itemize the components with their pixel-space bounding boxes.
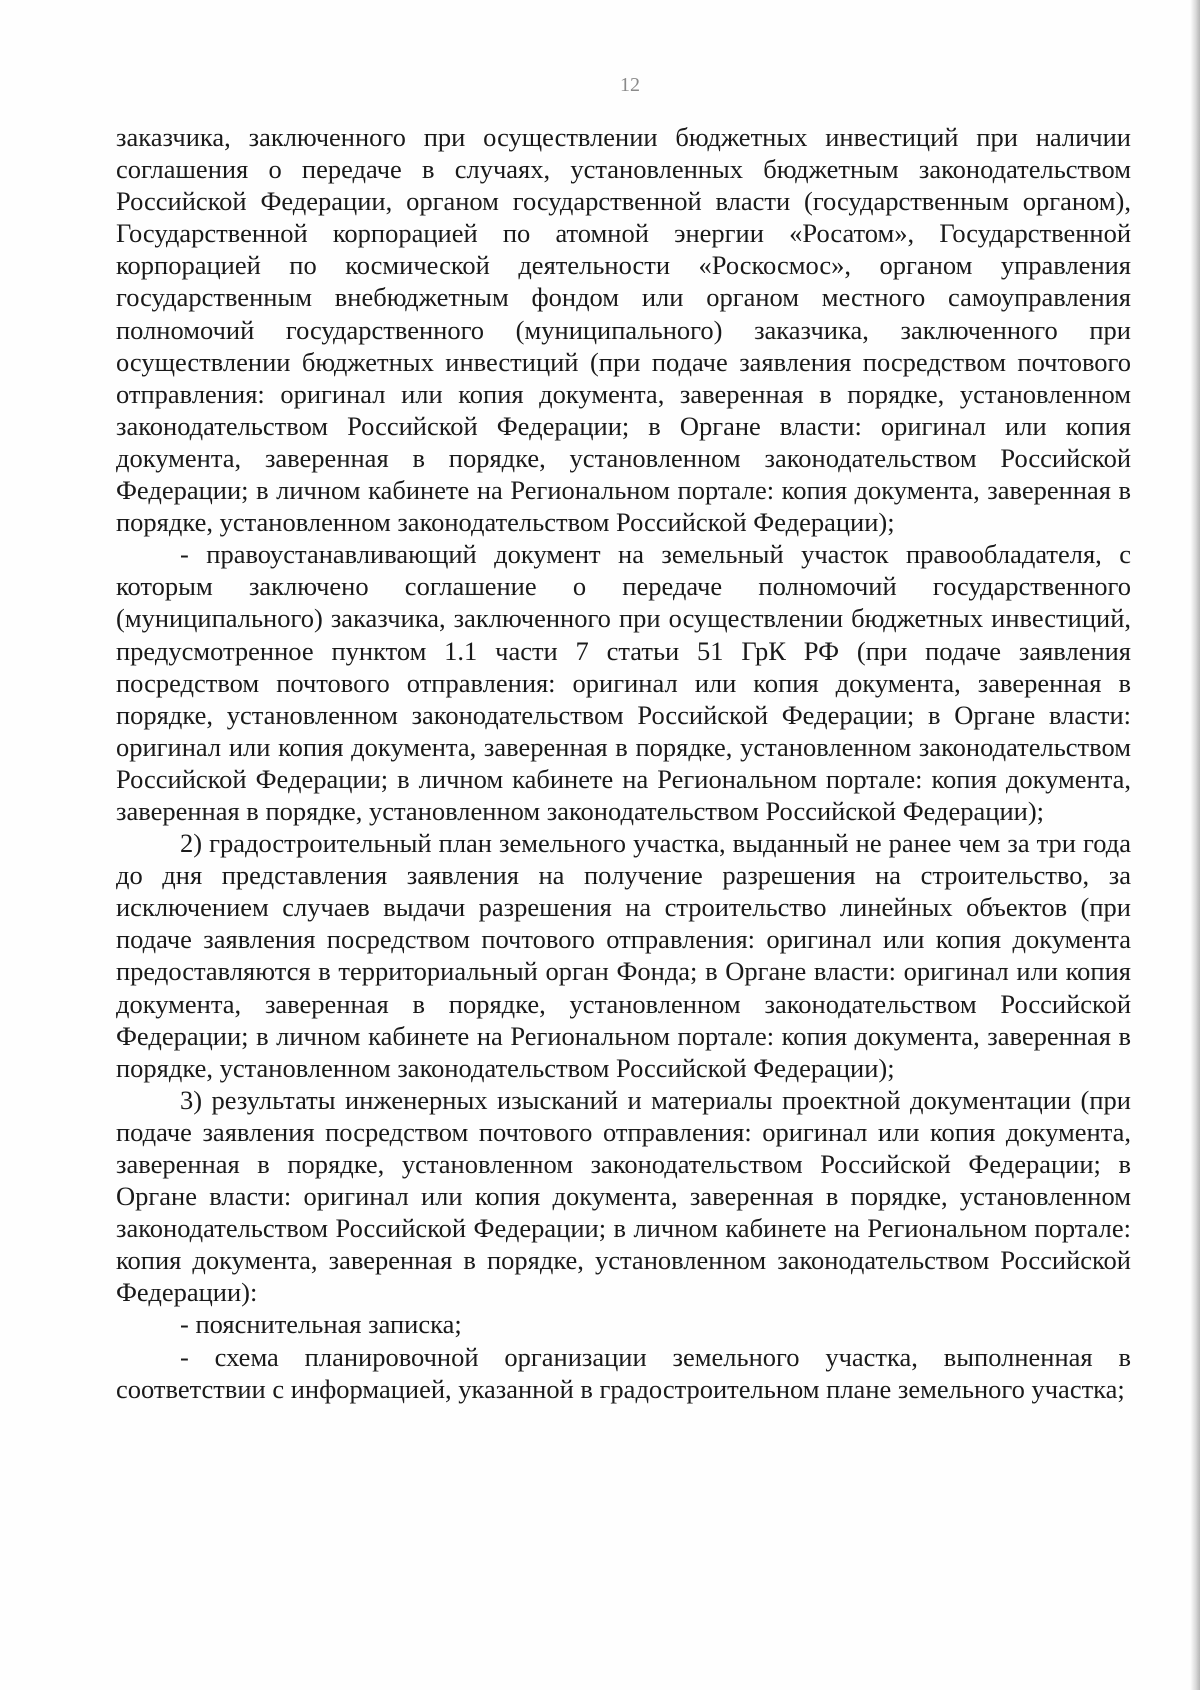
paragraph-2: - правоустанавливающий документ на земельный участок правообладателя, с которым заключено соглашение о передаче полномочий государственного (муниципального) заказчика, заключенного при осуществлении бюджетных инвестиций, предусмотренное пунктом 1.1 части 7 статьи 51 ГрК РФ (при подаче заявления посредством почтового отправления: оригинал или копия документа, заверенная в порядке, установленном законодательством Российской Федерации; в Органе власти: оригинал или копия документа, заверенная в порядке, установленном законодательством Российской Федерации; в личном кабинете на Региональном портале: копия документа, заверенная в порядке, установленном законодательством Российской Федерации); bbox=[116, 539, 1131, 826]
paragraph-4: 3) результаты инженерных изысканий и материалы проектной документации (при подаче заявления посредством почтового отправления: оригинал или копия документа, заверенная в порядке, установленном законодательством Российской Федерации; в Органе власти: оригинал или копия документа, заверенная в порядке, установленном законодательством Российской Федерации; в личном кабинете на Региональном портале: копия документа, заверенная в порядке, установленном законодательством Российской Федерации): bbox=[116, 1084, 1131, 1308]
scan-edge-shadow bbox=[1190, 0, 1200, 1690]
paragraph-3: 2) градостроительный план земельного участка, выданный не ранее чем за три года до дня представления заявления на получение разрешения на строительство, за исключением случаев выдачи разрешения на строительство линейных объектов (при подаче заявления посредством почтового отправления: оригинал или копия документа предоставляются в территориальный орган Фонда; в Органе власти: оригинал или копия документа, заверенная в порядке, установленном законодательством Российской Федерации; в личном кабинете на Региональном портале: копия документа, заверенная в порядке, установленном законодательством Российской Федерации); bbox=[116, 828, 1131, 1083]
paragraph-1: заказчика, заключенного при осуществлении бюджетных инвестиций при наличии соглашения о передаче в случаях, установленных бюджетным законодательством Российской Федерации, органом государственной власти (государственным органом), Государственной корпорацией по атомной энергии «Росатом», Государственной корпорацией по космической деятельности «Роскосмос», органом управления государственным внебюджетным фондом или органом местного самоуправления полномочий государственного (муниципального) заказчика, заключенного при осуществлении бюджетных инвестиций (при подаче заявления посредством почтового отправления: оригинал или копия документа, заверенная в порядке, установленном законодательством Российской Федерации; в Органе власти: оригинал или копия документа, заверенная в порядке, установленном законодательством Российской Федерации; в личном кабинете на Региональном портале: копия документа, заверенная в порядке, установленном законодательством Российской Федерации); bbox=[116, 122, 1131, 538]
page-number: 12 bbox=[620, 74, 640, 96]
paragraph-5: - пояснительная записка; bbox=[180, 1309, 462, 1340]
paragraph-6: - схема планировочной организации земельного участка, выполненная в соответствии с информацией, указанной в градостроительном плане земельного участка; bbox=[116, 1341, 1131, 1404]
document-body bbox=[116, 121, 1131, 1405]
